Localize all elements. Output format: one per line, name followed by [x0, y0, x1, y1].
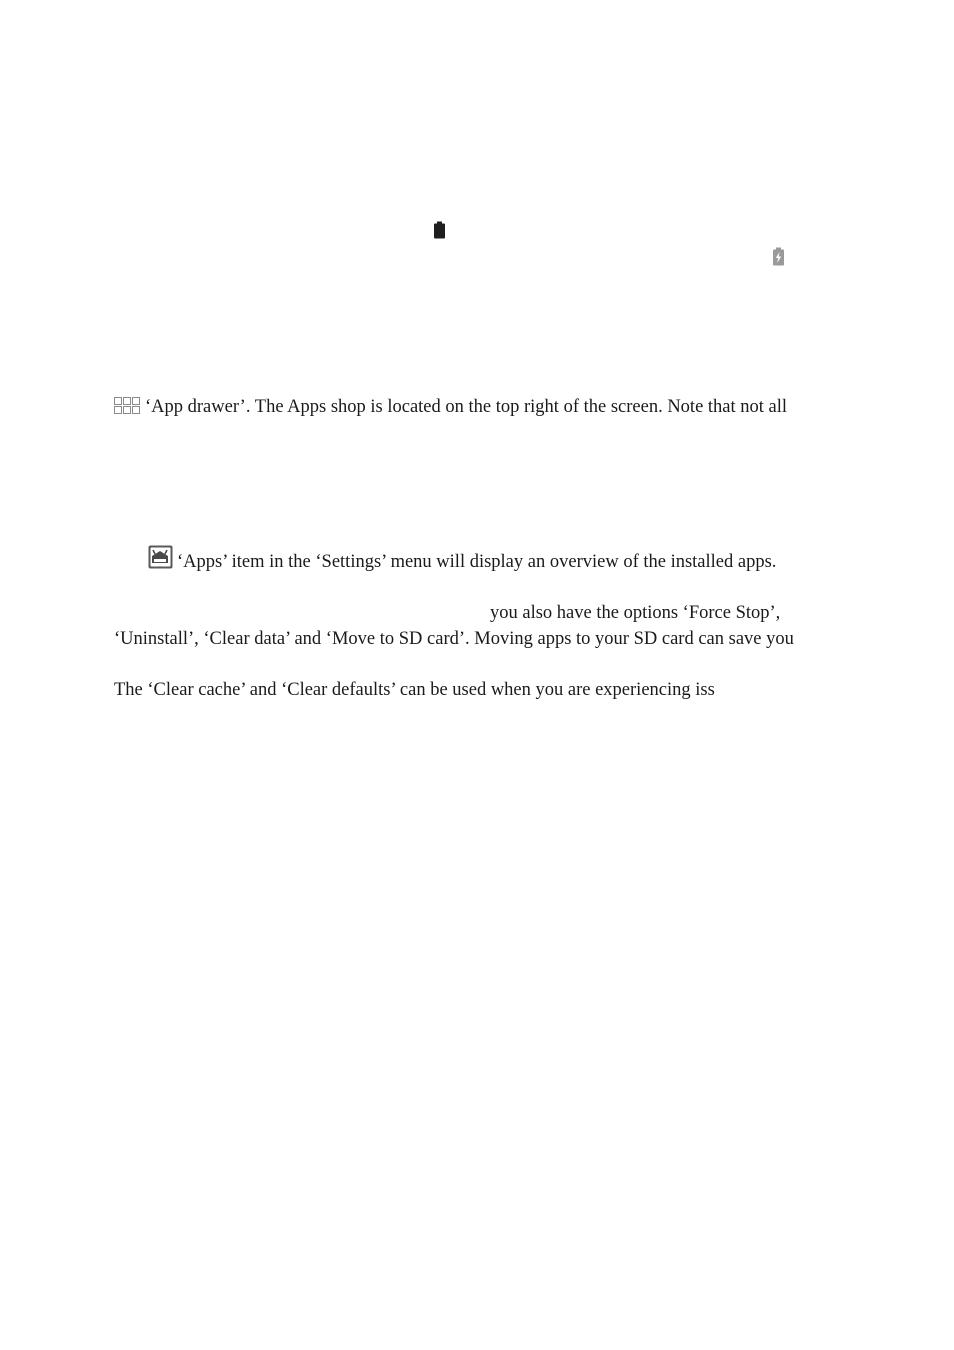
app-drawer-text: ‘App drawer’. The Apps shop is located on the top right of the screen. Note that not all — [145, 397, 788, 417]
battery-icon — [433, 221, 446, 239]
app-drawer-grid-icon — [114, 397, 140, 414]
apps-item-text: ‘Apps’ item in the ‘Settings’ menu will display an overview of the installed apps. — [177, 552, 777, 572]
battery-charging-icon — [772, 247, 785, 266]
settings-apps-icon — [148, 545, 173, 569]
uninstall-text: ‘Uninstall’, ‘Clear data’ and ‘Move to SD card’. Moving apps to your SD card can save you — [114, 629, 794, 649]
options-text: you also have the options ‘Force Stop’, — [490, 603, 781, 623]
clear-cache-text: The ‘Clear cache’ and ‘Clear defaults’ can be used when you are experiencing iss — [114, 680, 715, 700]
